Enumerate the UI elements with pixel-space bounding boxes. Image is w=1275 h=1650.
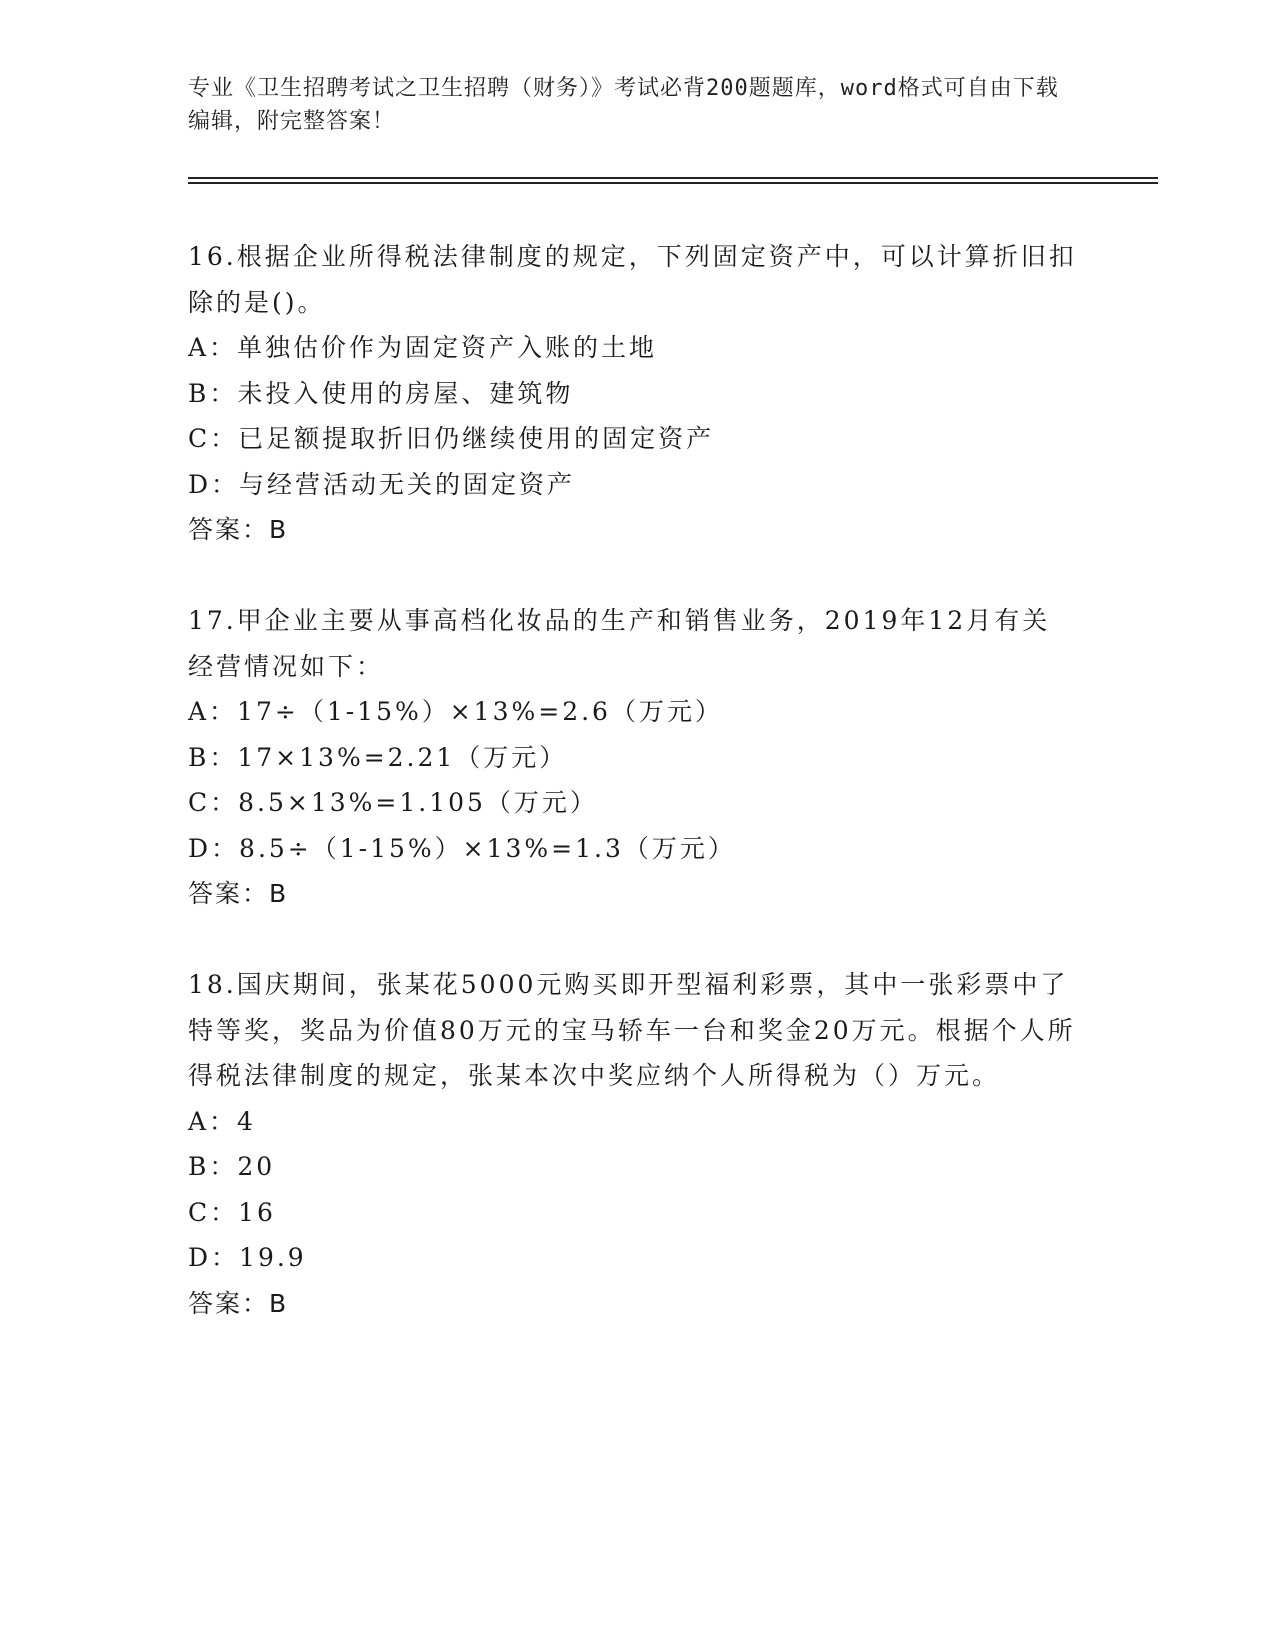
- answer: 答案：B: [188, 1288, 289, 1318]
- option-a: A：17÷（1-15%）×13%=2.6（万元）: [188, 697, 723, 726]
- option-c: C：已足额提取折旧仍继续使用的固定资产: [188, 424, 715, 453]
- document-header: 专业《卫生招聘考试之卫生招聘（财务）》考试必背200题题库，word格式可自由下载编辑，附完整答案！: [188, 76, 1059, 134]
- question-stem: 16.根据企业所得税法律制度的规定，下列固定资产中，可以计算折旧扣除的是()。: [188, 242, 1077, 317]
- option-a: A：4: [188, 1106, 256, 1136]
- question-stem: 18.国庆期间，张某花5000元购买即开型福利彩票，其中一张彩票中了特等奖，奖品为价值80万元的宝马轿车一台和奖金20万元。根据个人所得税法律制度的规定，张某本次中奖应纳个人所得税为（）万元。: [188, 970, 1076, 1090]
- question-16: [188, 234, 1078, 553]
- option-a: A：单独估价作为固定资产入账的土地: [188, 333, 658, 362]
- option-c: C：16: [188, 1197, 276, 1227]
- option-d: D：8.5÷（1-15%）×13%=1.3（万元）: [188, 833, 736, 863]
- answer: 答案：B: [188, 515, 289, 544]
- option-b: B：20: [188, 1152, 276, 1181]
- answer: 答案：B: [188, 879, 289, 908]
- question-18: [188, 962, 1078, 1326]
- option-b: B：未投入使用的房屋、建筑物: [188, 378, 574, 408]
- question-stem: 17.甲企业主要从事高档化妆品的生产和销售业务，2019年12月有关经营情况如下：: [188, 606, 1051, 681]
- question-17: [188, 598, 1078, 917]
- option-b: B：17×13%=2.21（万元）: [188, 742, 568, 772]
- option-d: D：与经营活动无关的固定资产: [188, 469, 576, 499]
- header-divider-bottom: [188, 182, 1158, 184]
- option-d: D：19.9: [188, 1243, 307, 1272]
- header-divider-top: [188, 177, 1158, 179]
- option-c: C：8.5×13%=1.105（万元）: [188, 788, 598, 817]
